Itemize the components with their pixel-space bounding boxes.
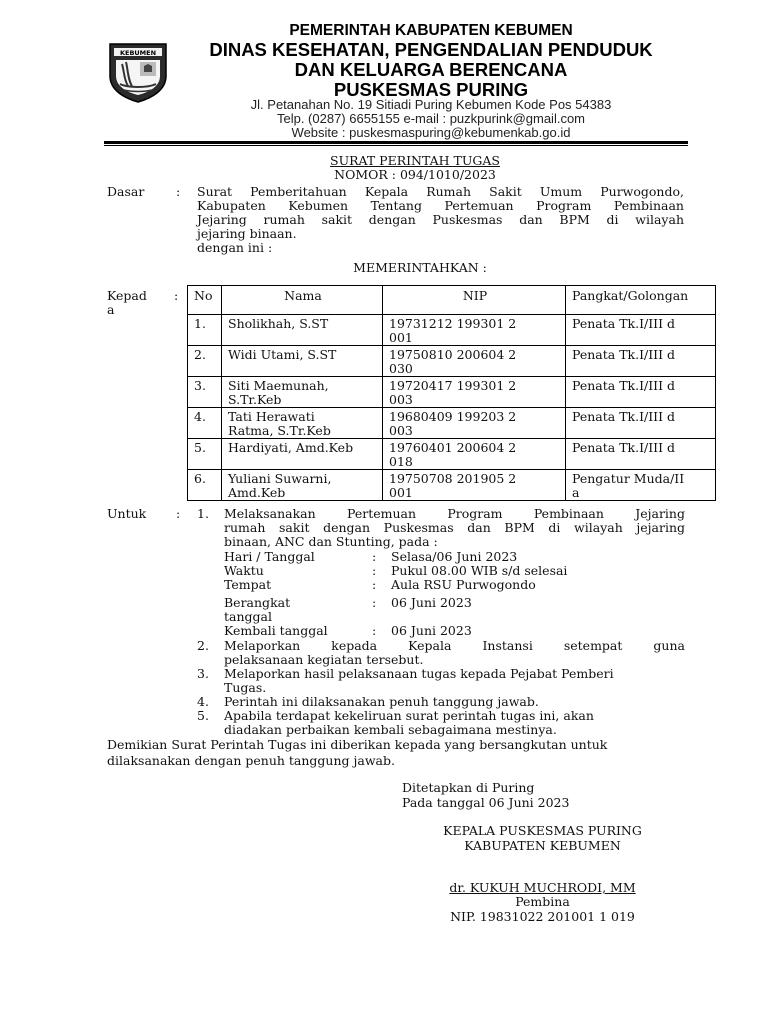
letterhead-rule-thin xyxy=(104,145,688,146)
detail-value: 06 Juni 2023 xyxy=(391,595,472,610)
cell-no: 5. xyxy=(188,439,222,470)
cell-nip: 19750810 200604 2 030 xyxy=(383,346,566,377)
signatory-rank: Pembina xyxy=(515,894,570,909)
cell-pangkat: Penata Tk.I/III d xyxy=(566,408,716,439)
cell-pangkat: Penata Tk.I/III d xyxy=(566,315,716,346)
cell-no: 3. xyxy=(188,377,222,408)
personnel-table xyxy=(187,285,716,501)
item-text: pelaksanaan kegiatan tersebut. xyxy=(224,652,424,667)
letterhead-website: Website : puskesmaspuring@kebumenkab.go.id xyxy=(291,125,571,140)
cell-no: 6. xyxy=(188,470,222,501)
detail-label: Kembali tanggal xyxy=(224,623,328,638)
item-text: Apabila terdapat kekeliruan surat perintah tugas ini, akan xyxy=(224,708,594,723)
item-text: rumah sakit dengan Puskesmas dan BPM di wilayah jejaring xyxy=(224,520,685,535)
table-row xyxy=(188,315,716,346)
table-row xyxy=(188,439,716,470)
column-header-nip: NIP xyxy=(383,286,566,315)
dasar-line: Surat Pemberitahuan Kepala Rumah Sakit Umum Purwogondo, xyxy=(197,184,684,199)
cell-no: 2. xyxy=(188,346,222,377)
cell-nama: Widi Utami, S.ST xyxy=(222,346,383,377)
dasar-line: jejaring binaan. xyxy=(197,226,297,241)
kebumen-emblem-icon xyxy=(106,40,170,104)
cell-nip: 19760401 200604 2 018 xyxy=(383,439,566,470)
cell-nip: 19720417 199301 2 003 xyxy=(383,377,566,408)
item-text: Tugas. xyxy=(224,680,267,695)
kepada-label: Kepad xyxy=(107,288,147,303)
item-number: 2. xyxy=(197,638,209,653)
item-text: Perintah ini dilaksanakan penuh tanggung jawab. xyxy=(224,694,539,709)
dasar-label: Dasar xyxy=(107,184,145,199)
letterhead-rule-thick xyxy=(104,141,688,144)
dasar-line: dengan ini : xyxy=(197,240,273,255)
cell-nama: Yuliani Suwarni, Amd.Keb xyxy=(222,470,383,501)
closing-text: Demikian Surat Perintah Tugas ini diberikan kepada yang bersangkutan untuk xyxy=(107,737,608,752)
cell-pangkat: Penata Tk.I/III d xyxy=(566,346,716,377)
item-number: 1. xyxy=(197,506,209,521)
item-number: 3. xyxy=(197,666,209,681)
item-text: binaan, ANC dan Stunting, pada : xyxy=(224,534,438,549)
detail-value: 06 Juni 2023 xyxy=(391,623,472,638)
column-header-no: No xyxy=(188,286,222,315)
item-text: Melaporkan kepada Kepala Instansi setempat guna xyxy=(224,638,685,653)
cell-pangkat: Penata Tk.I/III d xyxy=(566,377,716,408)
table-row xyxy=(188,377,716,408)
table-row xyxy=(188,346,716,377)
column-header-nama: Nama xyxy=(222,286,383,315)
letterhead-agency-2: DAN KELUARGA BERENCANA xyxy=(294,59,568,80)
signatory-name: dr. KUKUH MUCHRODI, MM xyxy=(449,880,636,895)
signature-position-2: KABUPATEN KEBUMEN xyxy=(464,838,621,853)
detail-label: Berangkat xyxy=(224,595,291,610)
detail-label: Waktu xyxy=(224,563,264,578)
item-number: 4. xyxy=(197,694,209,709)
item-text: diadakan perbaikan kembali sebagaimana mestinya. xyxy=(224,722,557,737)
cell-no: 4. xyxy=(188,408,222,439)
memerintahkan-heading: MEMERINTAHKAN : xyxy=(353,260,487,275)
untuk-label: Untuk xyxy=(107,506,147,521)
signature-position: KEPALA PUSKESMAS PURING xyxy=(443,823,642,838)
letterhead-government: PEMERINTAH KABUPATEN KEBUMEN xyxy=(289,22,573,39)
letterhead-office: PUSKESMAS PURING xyxy=(333,79,529,100)
detail-colon: : xyxy=(372,563,377,578)
table-header-row xyxy=(188,286,716,315)
item-number: 5. xyxy=(197,708,209,723)
dasar-colon: : xyxy=(176,184,181,199)
cell-pangkat: Pengatur Muda/II a xyxy=(566,470,716,501)
dasar-line: Kabupaten Kebumen Tentang Pertemuan Program Pembinaan xyxy=(197,198,684,213)
letterhead-agency: DINAS KESEHATAN, PENGENDALIAN PENDUDUK xyxy=(209,39,653,60)
item-text: Melaporkan hasil pelaksanaan tugas kepada Pejabat Pemberi xyxy=(224,666,614,681)
dasar-line: Jejaring rumah sakit dengan Puskesmas dan BPM di wilayah xyxy=(197,212,684,227)
kepada-label-cont: a xyxy=(107,302,115,317)
cell-nip: 19731212 199301 2 001 xyxy=(383,315,566,346)
signature-place: Ditetapkan di Puring xyxy=(402,780,535,795)
table-row xyxy=(188,470,716,501)
detail-colon: : xyxy=(372,549,377,564)
detail-label: Tempat xyxy=(224,577,272,592)
document-number: NOMOR : 094/1010/2023 xyxy=(334,167,496,182)
detail-value: Selasa/06 Juni 2023 xyxy=(391,549,518,564)
signature-date: Pada tanggal 06 Juni 2023 xyxy=(402,795,570,810)
emblem-lettering: KEBUMEN xyxy=(119,49,157,57)
cell-no: 1. xyxy=(188,315,222,346)
detail-value: Aula RSU Purwogondo xyxy=(391,577,536,592)
table-row xyxy=(188,408,716,439)
cell-pangkat: Penata Tk.I/III d xyxy=(566,439,716,470)
detail-colon: : xyxy=(372,595,377,610)
detail-label: Hari / Tanggal xyxy=(224,549,315,564)
cell-nama: Hardiyati, Amd.Keb xyxy=(222,439,383,470)
cell-nip: 19750708 201905 2 001 xyxy=(383,470,566,501)
detail-label-cont: tanggal xyxy=(224,609,272,624)
document-title: SURAT PERINTAH TUGAS xyxy=(330,153,500,168)
letterhead-phone: Telp. (0287) 6655155 e-mail : puzkpurink@gmail.com xyxy=(276,111,585,126)
cell-nama: Sholikhah, S.ST xyxy=(222,315,383,346)
cell-nama: Siti Maemunah, S.Tr.Keb xyxy=(222,377,383,408)
untuk-colon: : xyxy=(176,506,181,521)
signatory-nip: NIP. 19831022 201001 1 019 xyxy=(450,909,635,924)
detail-colon: : xyxy=(372,623,377,638)
kepada-colon: : xyxy=(174,288,179,303)
detail-colon: : xyxy=(372,577,377,592)
detail-value: Pukul 08.00 WIB s/d selesai xyxy=(391,563,568,578)
closing-text: dilaksanakan dengan penuh tanggung jawab. xyxy=(107,753,395,768)
letterhead-address: Jl. Petanahan No. 19 Sitiadi Puring Kebumen Kode Pos 54383 xyxy=(250,97,612,112)
cell-nama: Tati Herawati Ratma, S.Tr.Keb xyxy=(222,408,383,439)
cell-nip: 19680409 199203 2 003 xyxy=(383,408,566,439)
item-text: Melaksanakan Pertemuan Program Pembinaan Jejaring xyxy=(224,506,685,521)
column-header-pangkat: Pangkat/Golongan xyxy=(566,286,716,315)
